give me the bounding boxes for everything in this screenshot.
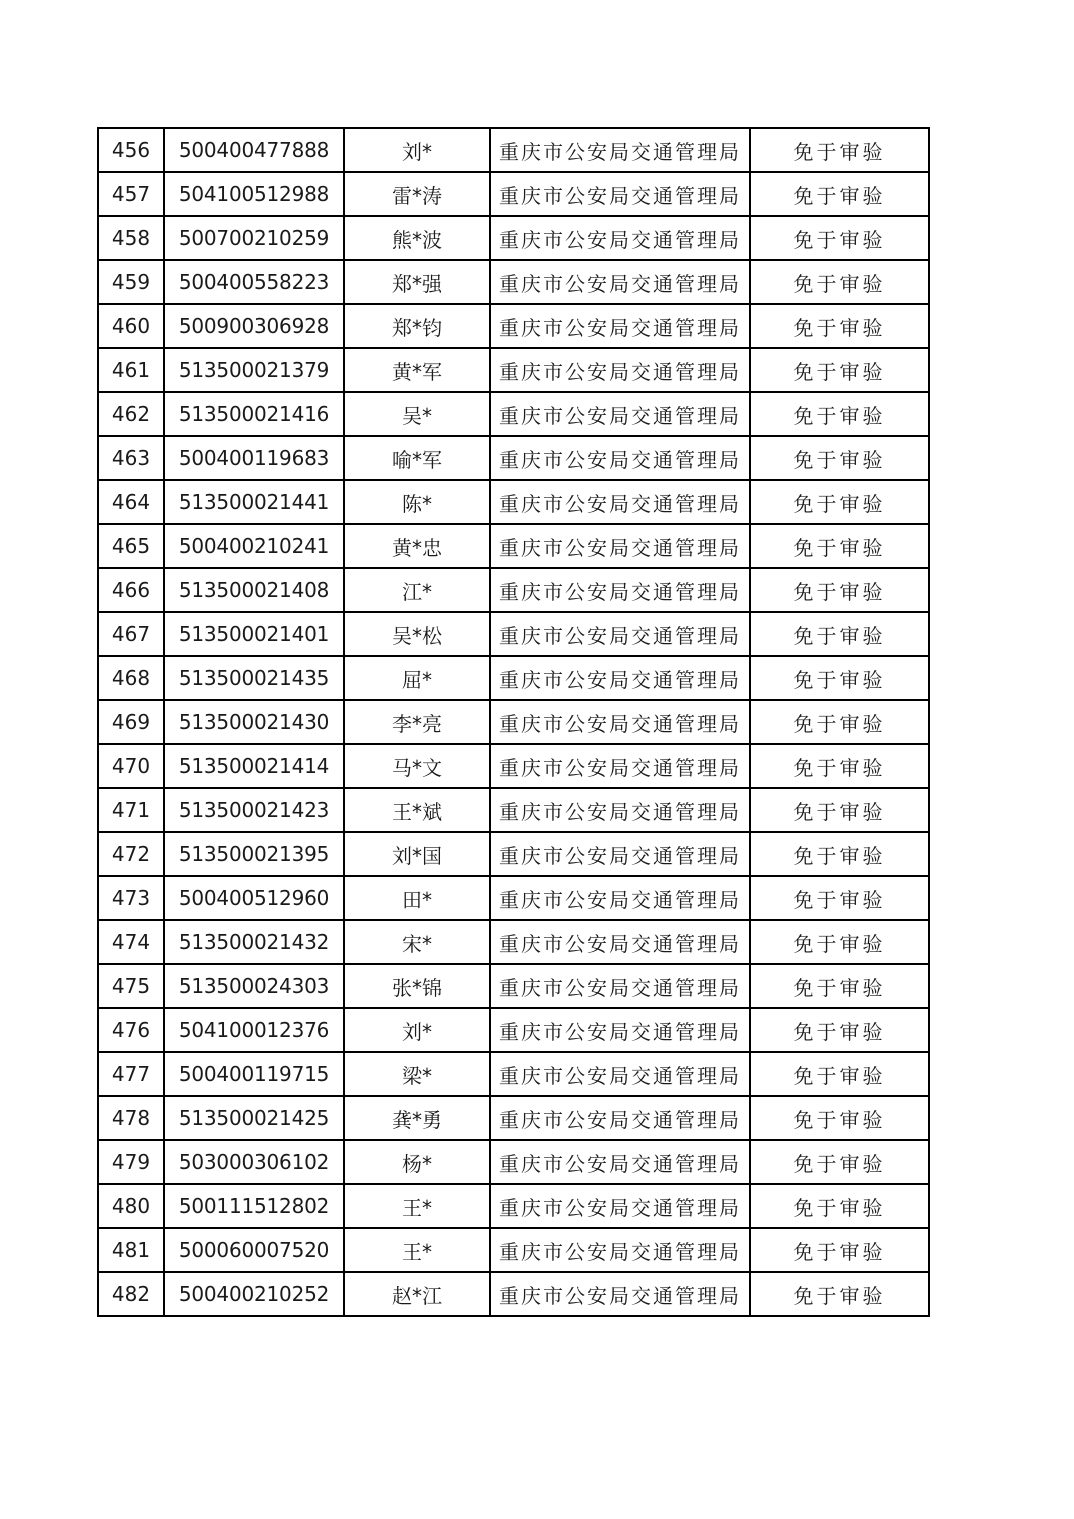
table-row: [98, 876, 929, 920]
name-cell: 张*锦: [344, 964, 490, 1008]
review-status-cell: 免于审验: [750, 920, 929, 964]
table-row: [98, 392, 929, 436]
table-row: [98, 700, 929, 744]
review-status-cell: 免于审验: [750, 744, 929, 788]
table-row: [98, 1008, 929, 1052]
name-cell: 雷*涛: [344, 172, 490, 216]
row-number-cell: 479: [98, 1140, 164, 1184]
issuing-authority-cell: 重庆市公安局交通管理局: [490, 172, 750, 216]
issuing-authority-cell: 重庆市公安局交通管理局: [490, 1096, 750, 1140]
issuing-authority-cell: 重庆市公安局交通管理局: [490, 1052, 750, 1096]
review-status-cell: 免于审验: [750, 480, 929, 524]
license-number-cell: 500400512960: [164, 876, 344, 920]
row-number-cell: 465: [98, 524, 164, 568]
issuing-authority-cell: 重庆市公安局交通管理局: [490, 1272, 750, 1316]
name-cell: 梁*: [344, 1052, 490, 1096]
name-cell: 王*: [344, 1228, 490, 1272]
table-row: [98, 1272, 929, 1316]
review-status-cell: 免于审验: [750, 1096, 929, 1140]
license-number-cell: 513500021425: [164, 1096, 344, 1140]
review-status-cell: 免于审验: [750, 1184, 929, 1228]
name-cell: 喻*军: [344, 436, 490, 480]
name-cell: 吴*松: [344, 612, 490, 656]
table-row: [98, 172, 929, 216]
review-status-cell: 免于审验: [750, 304, 929, 348]
license-number-cell: 513500021432: [164, 920, 344, 964]
review-status-cell: 免于审验: [750, 832, 929, 876]
table-row: [98, 1228, 929, 1272]
issuing-authority-cell: 重庆市公安局交通管理局: [490, 392, 750, 436]
review-status-cell: 免于审验: [750, 1052, 929, 1096]
row-number-cell: 473: [98, 876, 164, 920]
license-number-cell: 513500021423: [164, 788, 344, 832]
issuing-authority-cell: 重庆市公安局交通管理局: [490, 920, 750, 964]
name-cell: 吴*: [344, 392, 490, 436]
row-number-cell: 472: [98, 832, 164, 876]
license-number-cell: 500400119683: [164, 436, 344, 480]
row-number-cell: 459: [98, 260, 164, 304]
license-number-cell: 500400119715: [164, 1052, 344, 1096]
name-cell: 赵*江: [344, 1272, 490, 1316]
name-cell: 龚*勇: [344, 1096, 490, 1140]
table-row: [98, 216, 929, 260]
review-status-cell: 免于审验: [750, 260, 929, 304]
issuing-authority-cell: 重庆市公安局交通管理局: [490, 788, 750, 832]
license-number-cell: 503000306102: [164, 1140, 344, 1184]
table-row: [98, 436, 929, 480]
review-status-cell: 免于审验: [750, 348, 929, 392]
review-status-cell: 免于审验: [750, 612, 929, 656]
review-status-cell: 免于审验: [750, 964, 929, 1008]
issuing-authority-cell: 重庆市公安局交通管理局: [490, 876, 750, 920]
issuing-authority-cell: 重庆市公安局交通管理局: [490, 348, 750, 392]
review-status-cell: 免于审验: [750, 700, 929, 744]
table-row: [98, 656, 929, 700]
records-table: [97, 127, 930, 1317]
issuing-authority-cell: 重庆市公安局交通管理局: [490, 1008, 750, 1052]
row-number-cell: 457: [98, 172, 164, 216]
review-status-cell: 免于审验: [750, 1140, 929, 1184]
name-cell: 王*: [344, 1184, 490, 1228]
name-cell: 王*斌: [344, 788, 490, 832]
name-cell: 屈*: [344, 656, 490, 700]
review-status-cell: 免于审验: [750, 1008, 929, 1052]
license-number-cell: 513500024303: [164, 964, 344, 1008]
row-number-cell: 471: [98, 788, 164, 832]
name-cell: 刘*: [344, 1008, 490, 1052]
license-number-cell: 513500021435: [164, 656, 344, 700]
review-status-cell: 免于审验: [750, 436, 929, 480]
issuing-authority-cell: 重庆市公安局交通管理局: [490, 1228, 750, 1272]
issuing-authority-cell: 重庆市公安局交通管理局: [490, 832, 750, 876]
row-number-cell: 475: [98, 964, 164, 1008]
license-number-cell: 500060007520: [164, 1228, 344, 1272]
review-status-cell: 免于审验: [750, 128, 929, 172]
row-number-cell: 458: [98, 216, 164, 260]
license-number-cell: 513500021414: [164, 744, 344, 788]
issuing-authority-cell: 重庆市公安局交通管理局: [490, 656, 750, 700]
name-cell: 郑*钧: [344, 304, 490, 348]
table-row: [98, 920, 929, 964]
review-status-cell: 免于审验: [750, 1272, 929, 1316]
table-row: [98, 612, 929, 656]
review-status-cell: 免于审验: [750, 788, 929, 832]
license-number-cell: 500400477888: [164, 128, 344, 172]
records-table-body: [98, 128, 929, 1316]
row-number-cell: 468: [98, 656, 164, 700]
table-row: [98, 348, 929, 392]
review-status-cell: 免于审验: [750, 524, 929, 568]
license-number-cell: 504100512988: [164, 172, 344, 216]
license-number-cell: 500400210252: [164, 1272, 344, 1316]
license-number-cell: 513500021379: [164, 348, 344, 392]
row-number-cell: 481: [98, 1228, 164, 1272]
license-number-cell: 513500021416: [164, 392, 344, 436]
table-row: [98, 1052, 929, 1096]
license-number-cell: 504100012376: [164, 1008, 344, 1052]
review-status-cell: 免于审验: [750, 568, 929, 612]
row-number-cell: 463: [98, 436, 164, 480]
row-number-cell: 467: [98, 612, 164, 656]
license-number-cell: 513500021430: [164, 700, 344, 744]
table-row: [98, 788, 929, 832]
issuing-authority-cell: 重庆市公安局交通管理局: [490, 612, 750, 656]
row-number-cell: 460: [98, 304, 164, 348]
name-cell: 熊*波: [344, 216, 490, 260]
name-cell: 杨*: [344, 1140, 490, 1184]
name-cell: 田*: [344, 876, 490, 920]
license-number-cell: 513500021408: [164, 568, 344, 612]
name-cell: 刘*国: [344, 832, 490, 876]
review-status-cell: 免于审验: [750, 876, 929, 920]
table-row: [98, 128, 929, 172]
name-cell: 黄*忠: [344, 524, 490, 568]
issuing-authority-cell: 重庆市公安局交通管理局: [490, 304, 750, 348]
row-number-cell: 462: [98, 392, 164, 436]
row-number-cell: 482: [98, 1272, 164, 1316]
name-cell: 李*亮: [344, 700, 490, 744]
issuing-authority-cell: 重庆市公安局交通管理局: [490, 744, 750, 788]
table-row: [98, 1096, 929, 1140]
license-number-cell: 500700210259: [164, 216, 344, 260]
row-number-cell: 480: [98, 1184, 164, 1228]
table-row: [98, 568, 929, 612]
row-number-cell: 456: [98, 128, 164, 172]
row-number-cell: 466: [98, 568, 164, 612]
review-status-cell: 免于审验: [750, 1228, 929, 1272]
table-row: [98, 1184, 929, 1228]
license-number-cell: 513500021395: [164, 832, 344, 876]
issuing-authority-cell: 重庆市公安局交通管理局: [490, 700, 750, 744]
table-row: [98, 1140, 929, 1184]
row-number-cell: 461: [98, 348, 164, 392]
name-cell: 江*: [344, 568, 490, 612]
issuing-authority-cell: 重庆市公安局交通管理局: [490, 1184, 750, 1228]
row-number-cell: 477: [98, 1052, 164, 1096]
row-number-cell: 464: [98, 480, 164, 524]
table-row: [98, 524, 929, 568]
issuing-authority-cell: 重庆市公安局交通管理局: [490, 436, 750, 480]
name-cell: 黄*军: [344, 348, 490, 392]
row-number-cell: 476: [98, 1008, 164, 1052]
table-row: [98, 304, 929, 348]
issuing-authority-cell: 重庆市公安局交通管理局: [490, 964, 750, 1008]
row-number-cell: 474: [98, 920, 164, 964]
issuing-authority-cell: 重庆市公安局交通管理局: [490, 480, 750, 524]
issuing-authority-cell: 重庆市公安局交通管理局: [490, 260, 750, 304]
table-row: [98, 832, 929, 876]
row-number-cell: 478: [98, 1096, 164, 1140]
license-number-cell: 500900306928: [164, 304, 344, 348]
review-status-cell: 免于审验: [750, 172, 929, 216]
name-cell: 刘*: [344, 128, 490, 172]
issuing-authority-cell: 重庆市公安局交通管理局: [490, 1140, 750, 1184]
issuing-authority-cell: 重庆市公安局交通管理局: [490, 128, 750, 172]
review-status-cell: 免于审验: [750, 216, 929, 260]
review-status-cell: 免于审验: [750, 392, 929, 436]
issuing-authority-cell: 重庆市公安局交通管理局: [490, 524, 750, 568]
license-number-cell: 500400558223: [164, 260, 344, 304]
license-number-cell: 500400210241: [164, 524, 344, 568]
table-row: [98, 744, 929, 788]
row-number-cell: 470: [98, 744, 164, 788]
name-cell: 郑*强: [344, 260, 490, 304]
name-cell: 陈*: [344, 480, 490, 524]
issuing-authority-cell: 重庆市公安局交通管理局: [490, 216, 750, 260]
issuing-authority-cell: 重庆市公安局交通管理局: [490, 568, 750, 612]
name-cell: 宋*: [344, 920, 490, 964]
table-row: [98, 964, 929, 1008]
table-row: [98, 260, 929, 304]
table-row: [98, 480, 929, 524]
row-number-cell: 469: [98, 700, 164, 744]
license-number-cell: 513500021441: [164, 480, 344, 524]
name-cell: 马*文: [344, 744, 490, 788]
license-number-cell: 513500021401: [164, 612, 344, 656]
review-status-cell: 免于审验: [750, 656, 929, 700]
license-number-cell: 500111512802: [164, 1184, 344, 1228]
